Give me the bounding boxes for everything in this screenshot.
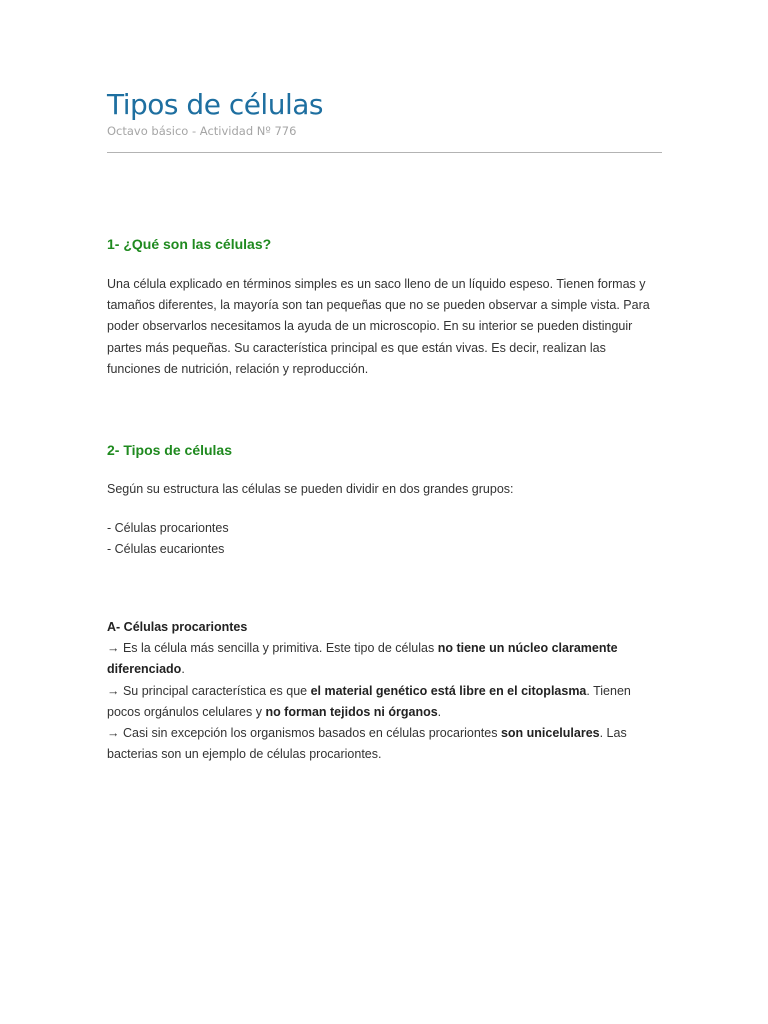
point-3-line-1 [107, 723, 662, 744]
point-1-line-2 [107, 659, 662, 680]
point-emphasis: son unicelulares [500, 726, 600, 741]
page-title: Tipos de células [107, 88, 323, 121]
section2-intro [107, 479, 662, 500]
title-divider [107, 152, 662, 153]
point-text: → Casi sin excepción los organismos basados en células procariontes [107, 726, 501, 741]
point-emphasis: no tiene un núcleo claramente [437, 641, 618, 656]
paragraph-line: Una célula explicado en términos simples es un saco lleno de un líquido espeso. Tienen formas y [107, 277, 646, 291]
point-text: → Su principal característica es que [107, 683, 311, 698]
point-text: pocos orgánulos celulares y [107, 704, 266, 719]
point-text: → Es la célula más sencilla y primitiva. Este tipo de células [107, 641, 438, 656]
paragraph-line: partes más pequeñas. Su característica principal es que están vivas. Es decir, realizan las [107, 340, 606, 355]
page-subtitle: Octavo básico - Actividad Nº 776 [107, 124, 297, 138]
point-text: . Tienen [586, 683, 631, 698]
list-item: - Células eucariontes [107, 542, 225, 557]
section1-paragraph [107, 274, 662, 380]
paragraph-line: poder observarlos necesitamos la ayuda de un microscopio. En su interior se pueden distinguir [107, 319, 633, 334]
point-1-line-1 [107, 638, 662, 659]
procariontes-block [107, 617, 662, 765]
paragraph-line: tamaños diferentes, la mayoría son tan pequeñas que no se pueden observar a simple vista. Para [107, 298, 650, 313]
point-3-line-2 [107, 744, 662, 765]
point-emphasis: diferenciado [107, 662, 182, 677]
intro-text: Según su estructura las células se pueden dividir en dos grandes grupos: [107, 482, 514, 496]
point-text: bacterias son un ejemplo de células procariontes. [107, 747, 382, 762]
point-2-line-1 [107, 681, 662, 702]
cell-types-list [107, 518, 662, 560]
section-heading-que-son: 1- ¿Qué son las células? [107, 236, 272, 252]
point-text: . [437, 704, 442, 719]
subsection-heading-procariontes: A- Células procariontes [107, 620, 248, 634]
section-heading-tipos: 2- Tipos de células [107, 442, 233, 458]
point-2-line-2 [107, 702, 662, 723]
point-emphasis: el material genético está libre en el citoplasma [310, 683, 587, 698]
point-emphasis: no forman tejidos ni órganos [265, 704, 438, 719]
point-text: . Las [599, 726, 627, 741]
point-text: . [181, 662, 185, 677]
list-item: - Células procariontes [107, 521, 229, 535]
paragraph-line: funciones de nutrición, relación y reproducción. [107, 361, 369, 376]
